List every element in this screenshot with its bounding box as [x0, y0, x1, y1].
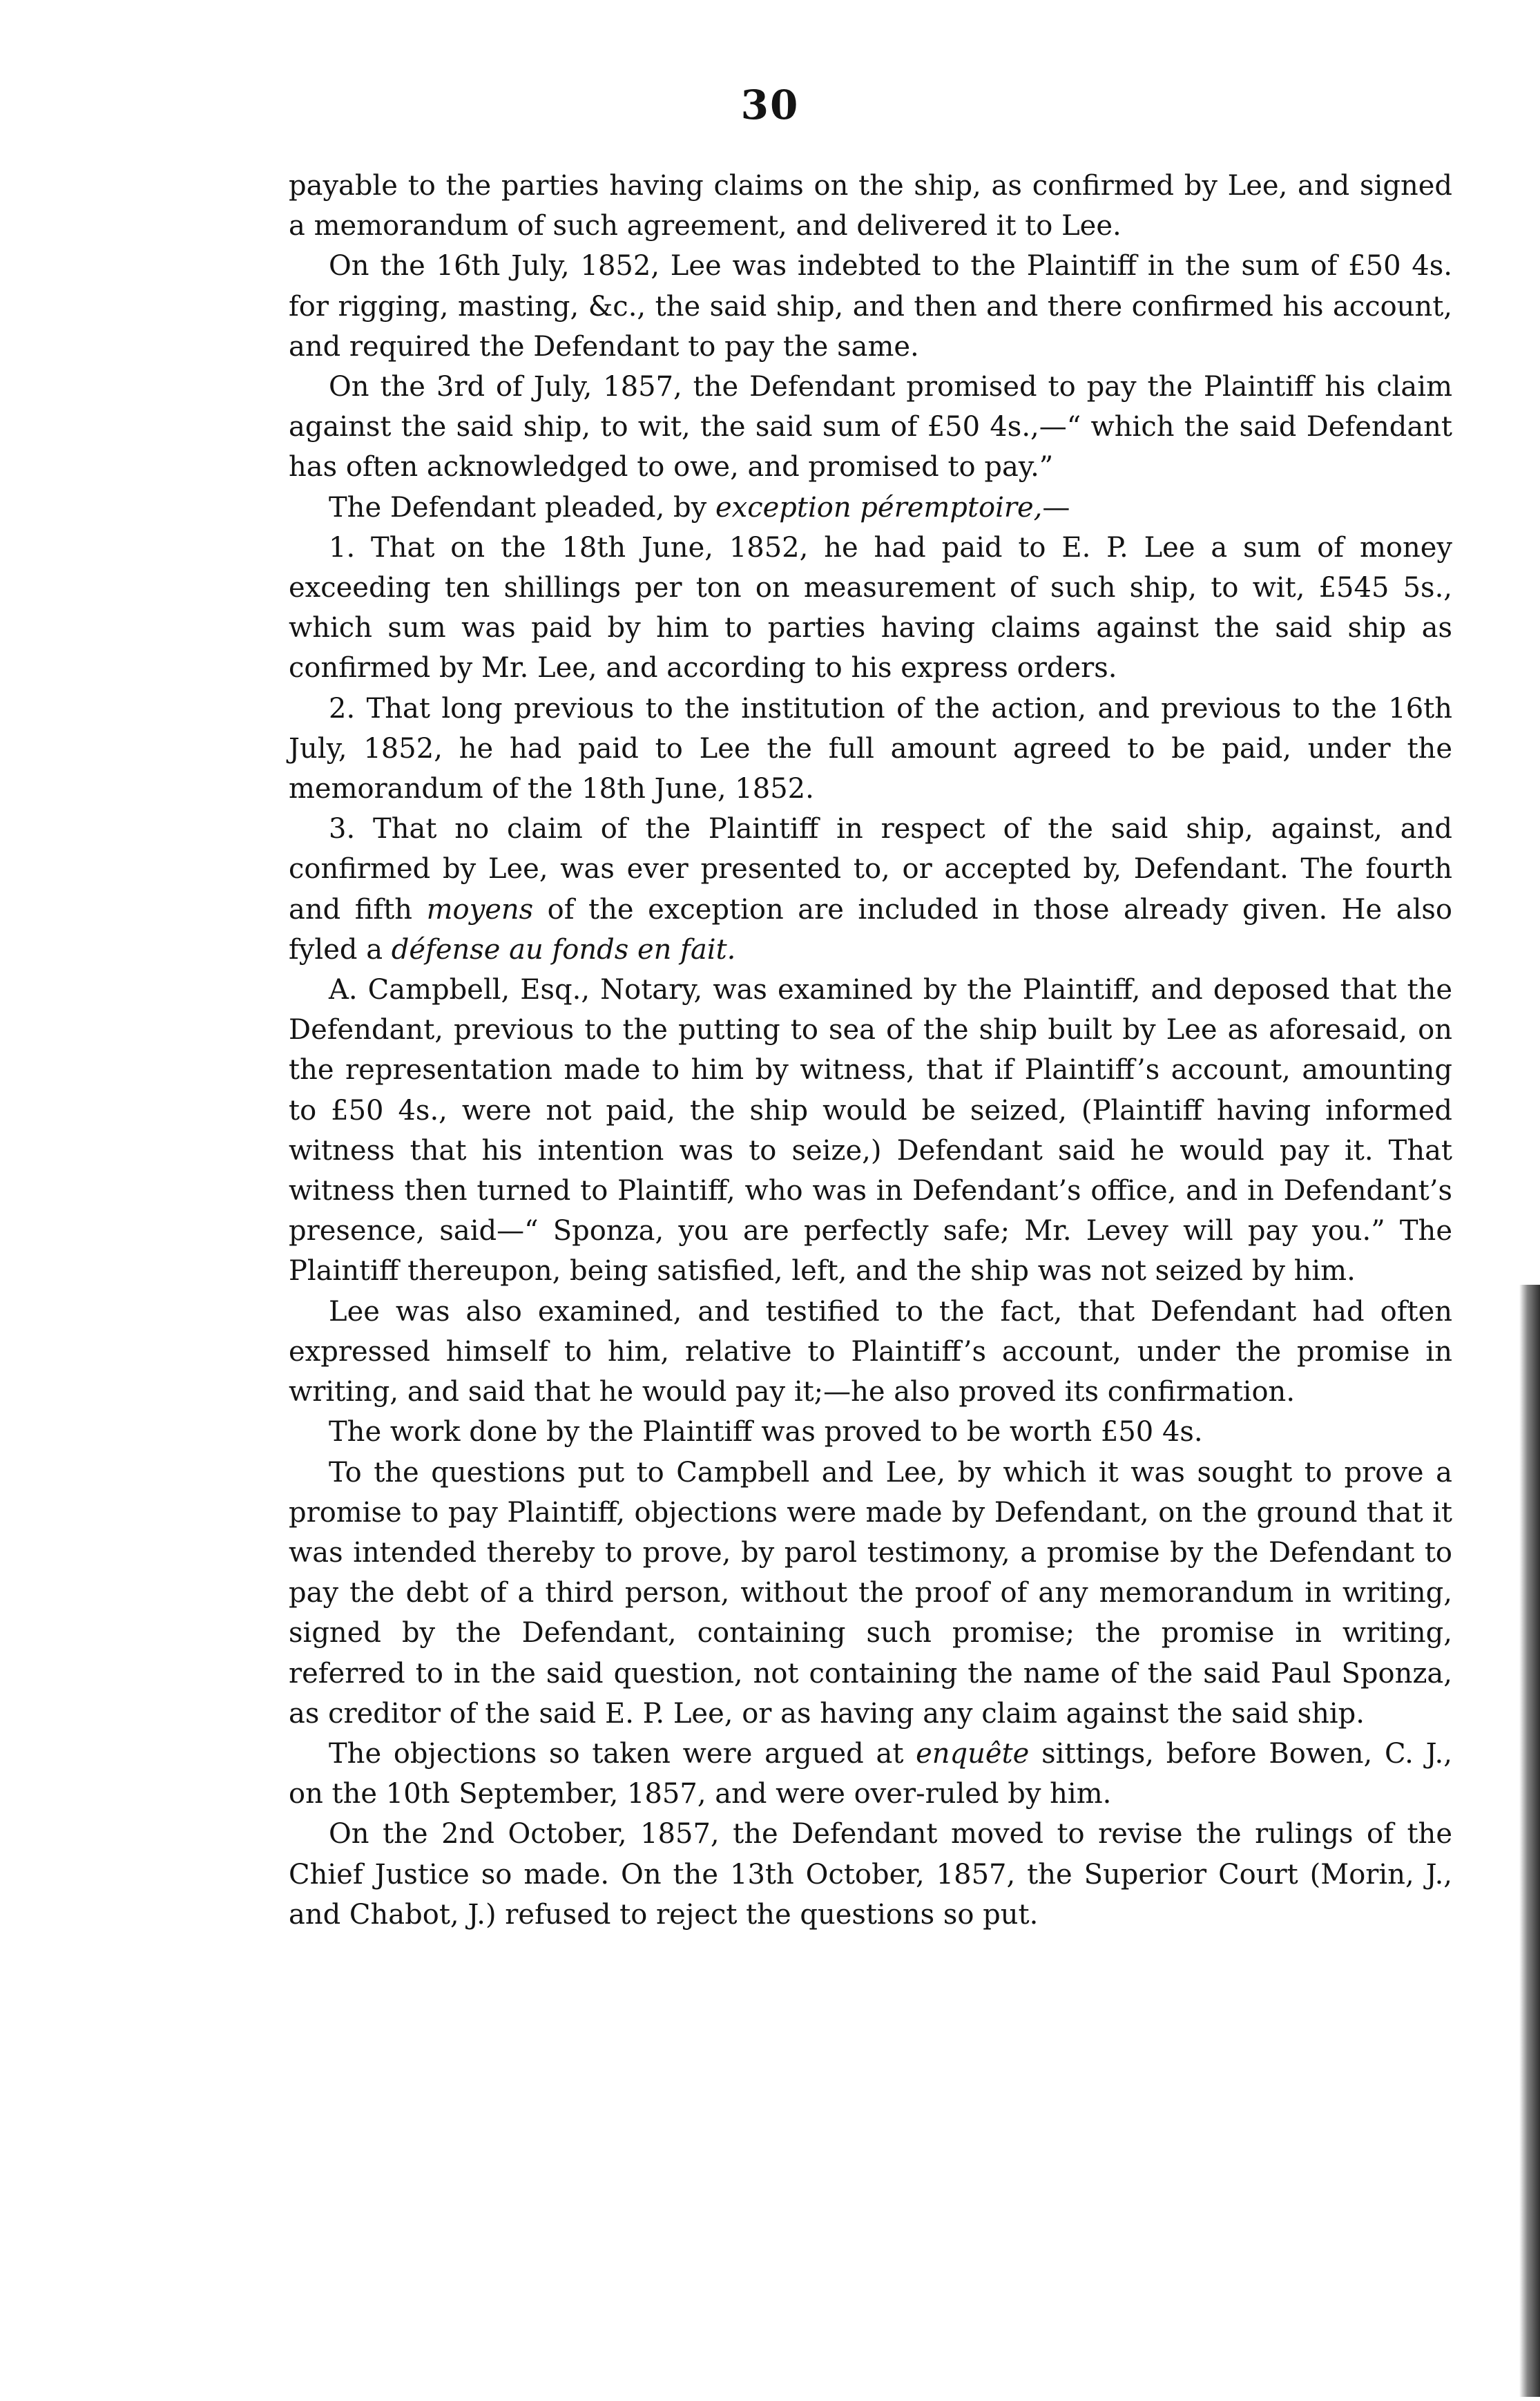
- paragraph-work-value: The work done by the Plaintiff was proved to be worth £50 4s.: [329, 1416, 1203, 1448]
- page-body: [289, 166, 1452, 1935]
- enquete-text-a: The objections so taken were argued at: [329, 1737, 916, 1770]
- paragraph-continuation: payable to the parties having claims on the ship, as confirmed by Lee, and signed a memorandum of such agreement, and delivered it to Lee.: [289, 170, 1452, 242]
- paragraph-lee-testimony: Lee was also examined, and testified to the fact, that Defendant had often expressed himself to him, relative to Plaintiff’s account, under the promise in writing, and said that he would pay it;—he also proved its confirmation.: [289, 1295, 1452, 1408]
- plea-italic-term: exception péremptoire,: [715, 491, 1043, 524]
- paragraph-objections: To the questions put to Campbell and Lee, by which it was sought to prove a promise to pay Plaintiff, objections were made by Defendant, on the ground that it was intended thereby to prove, by parol testimony, a promise by the Defendant to pay the debt of a third person, without the proof of any memorandum in writing, signed by the Defendant, containing such promise; the promise in writing, referred to in the said question, not containing the name of the said Paul Sponza, as creditor of the said E. P. Lee, or as having any claim against the said ship.: [289, 1456, 1452, 1730]
- plea-item-3-italic-moyens: moyens: [426, 893, 534, 926]
- scan-edge-shadow: [1519, 1285, 1540, 2397]
- page-number: 30: [740, 82, 800, 128]
- plea-item-3-text-b: of the exception are included in those already given. He also fyled a: [289, 893, 1452, 966]
- plea-intro-text: The Defendant pleaded, by: [329, 491, 715, 524]
- plea-dash: —: [1042, 491, 1070, 524]
- paragraph-motion-revise: On the 2nd October, 1857, the Defendant moved to revise the rulings of the Chief Justice so made. On the 13th October, 1857, the Superior Court (Morin, J., and Chabot, J.) refused to reject the questions so put.: [289, 1818, 1452, 1931]
- plea-item-3-italic-defense: défense au fonds en fait.: [391, 933, 736, 966]
- paragraph-defendant-promise: On the 3rd of July, 1857, the Defendant promised to pay the Plaintiff his claim against the said ship, to wit, the said sum of £50 4s.,—“ which the said Defendant has often acknowledged to owe, and promised to pay.”: [289, 371, 1452, 484]
- enquete-text-b: sittings, before Bowen, C. J., on the 10th September, 1857, and were over-ruled by him.: [289, 1737, 1452, 1810]
- paragraph-defendant-pleaded: [289, 488, 1452, 528]
- enquete-italic-term: enquête: [916, 1737, 1030, 1770]
- plea-item-1: 1. That on the 18th June, 1852, he had paid to E. P. Lee a sum of money exceeding ten shillings per ton on measurement of such ship, to wit, £545 5s., which sum was paid by him to parties having claims against the said ship as confirmed by Mr. Lee, and according to his express orders.: [289, 531, 1452, 685]
- plea-item-2: 2. That long previous to the institution of the action, and previous to the 16th July, 1852, he had paid to Lee the full amount agreed to be paid, under the memorandum of the 18th June, 1852.: [289, 692, 1452, 805]
- plea-item-3-text-a: 3. That no claim of the Plaintiff in respect of the said ship, against, and confirmed by Lee, was ever presented to, or accepted by, Defendant. The fourth and fifth: [289, 813, 1452, 926]
- paragraph-enquete-sittings: [289, 1734, 1452, 1814]
- plea-item-3: [289, 809, 1452, 970]
- paragraph-lee-indebted: On the 16th July, 1852, Lee was indebted to the Plaintiff in the sum of £50 4s. for rigging, masting, &c., the said ship, and then and there confirmed his account, and required the Defendant to pay the same.: [289, 250, 1452, 363]
- paragraph-campbell-testimony: A. Campbell, Esq., Notary, was examined by the Plaintiff, and deposed that the Defendant, previous to the putting to sea of the ship built by Lee as aforesaid, on the representation made to him by witness, that if Plaintiff’s account, amounting to £50 4s., were not paid, the ship would be seized, (Plaintiff having informed witness that his intention was to seize,) Defendant said he would pay it. That witness then turned to Plaintiff, who was in Defendant’s office, and in Defendant’s presence, said—“ Sponza, you are perfectly safe; Mr. Levey will pay you.” The Plaintiff thereupon, being satisfied, left, and the ship was not seized by him.: [289, 974, 1452, 1288]
